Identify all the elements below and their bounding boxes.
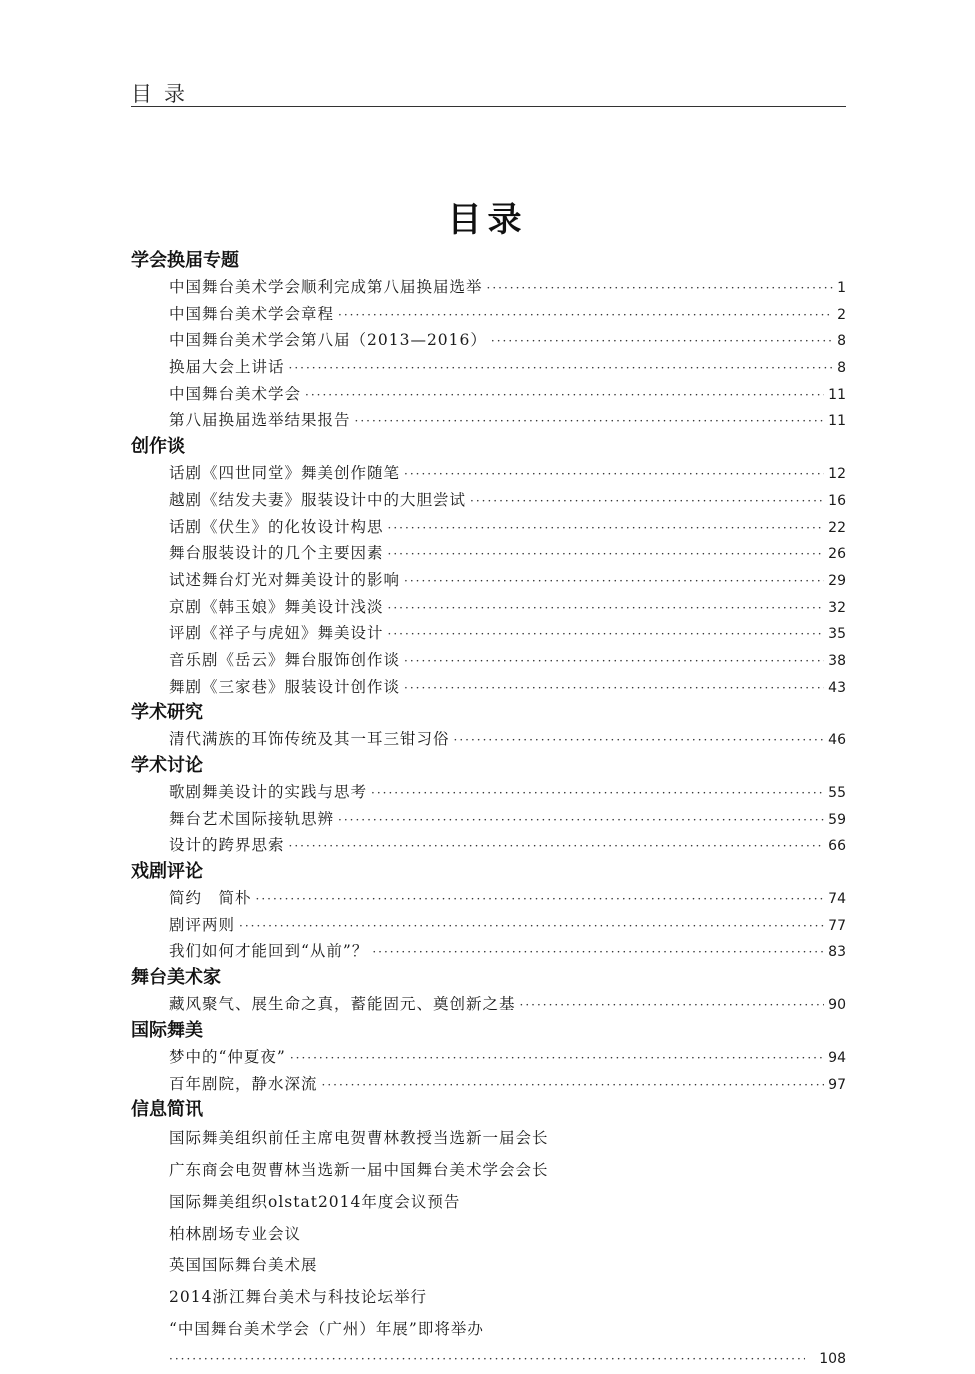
dot-leader (470, 488, 824, 515)
dot-leader (388, 515, 825, 542)
entry-page-number: 38 (828, 652, 846, 669)
dot-leader (520, 992, 825, 1019)
news-page-number: 108 (819, 1350, 846, 1367)
entry-page-number: 77 (828, 917, 846, 934)
entry-title: 我们如何才能回到“从前”？ (169, 942, 369, 961)
entry-page-number: 35 (828, 626, 846, 643)
entry-title: 话剧《四世同堂》舞美创作随笔 (169, 464, 401, 483)
entry-title: 换届大会上讲话 (169, 358, 285, 377)
entry-page-number: 2 (837, 306, 846, 323)
entry-title: 清代满族的耳饰传统及其一耳三钳习俗 (169, 730, 450, 749)
toc-entry[interactable] (131, 779, 846, 806)
running-head: 目录 (131, 82, 197, 106)
news-item[interactable]: “中国舞台美术学会（广州）年展”即将举办 (169, 1319, 484, 1338)
dot-leader (305, 382, 824, 409)
toc-entry[interactable] (131, 832, 846, 859)
toc-entry[interactable] (131, 540, 846, 567)
entry-page-number: 12 (828, 466, 846, 483)
entry-page-number: 32 (828, 599, 846, 616)
entry-page-number: 26 (828, 546, 846, 563)
entry-title: 歌剧舞美设计的实践与思考 (169, 783, 368, 801)
dot-leader (256, 886, 825, 913)
entry-page-number: 1 (837, 280, 846, 296)
entry-page-number: 66 (828, 838, 846, 855)
entry-page-number: 83 (828, 944, 846, 961)
entry-title: 舞剧《三家巷》服装设计创作谈 (169, 677, 401, 696)
dot-leader (290, 1045, 824, 1072)
entry-title: 梦中的“仲夏夜” (169, 1047, 286, 1066)
dot-leader (239, 913, 824, 940)
toc-entry[interactable] (131, 885, 846, 912)
dot-leader (404, 675, 824, 702)
table-of-contents (131, 248, 846, 1372)
toc-entry[interactable] (131, 274, 846, 301)
section-title: 信息简讯 (131, 1099, 203, 1121)
dot-leader (404, 568, 824, 595)
toc-entry[interactable] (131, 514, 846, 541)
dot-leader (289, 355, 834, 382)
toc-entry[interactable] (131, 620, 846, 647)
news-item[interactable]: 国际舞美组织olstat2014年度会议预告 (169, 1192, 461, 1211)
dot-leader (454, 727, 825, 754)
entry-title: 越剧《结发夫妻》服装设计中的大胆尝试 (169, 490, 467, 509)
entry-title: 藏风聚气、展生命之真，蓄能固元、奠创新之基 (169, 995, 516, 1014)
toc-entry[interactable] (131, 806, 846, 833)
entry-title: 评剧《祥子与虎妞》舞美设计 (169, 624, 384, 643)
section-title: 国际舞美 (131, 1019, 203, 1041)
entry-page-number: 11 (828, 413, 846, 430)
entry-page-number: 46 (828, 732, 846, 749)
entry-page-number: 94 (828, 1049, 846, 1066)
toc-entry[interactable] (131, 301, 846, 328)
header-rule (131, 106, 846, 107)
section-title: 戏剧评论 (131, 861, 203, 883)
toc-entry[interactable] (131, 594, 846, 621)
entry-title: 舞台服装设计的几个主要因素 (169, 544, 384, 563)
entry-page-number: 74 (828, 891, 846, 908)
dot-leader (388, 595, 825, 622)
dot-leader (388, 621, 825, 648)
entry-title: 京剧《韩玉娘》舞美设计浅淡 (169, 597, 384, 616)
dot-leader (388, 541, 825, 568)
toc-entry[interactable] (131, 938, 846, 965)
toc-entry[interactable] (131, 407, 846, 434)
news-item[interactable]: 柏林剧场专业会议 (169, 1224, 302, 1243)
toc-entry[interactable] (131, 381, 846, 408)
entry-page-number: 16 (828, 492, 846, 509)
section-title: 学术研究 (131, 702, 203, 724)
news-page-line (131, 1346, 846, 1372)
toc-entry[interactable] (131, 1071, 846, 1098)
dot-leader (371, 780, 824, 807)
toc-entry[interactable] (131, 1044, 846, 1071)
dot-leader (372, 939, 824, 966)
news-item[interactable]: 广东商会电贺曹林当选新一届中国舞台美术学会会长 (169, 1160, 549, 1179)
dot-leader (355, 408, 825, 435)
entry-page-number: 59 (828, 811, 846, 828)
dot-leader (322, 1072, 825, 1099)
dot-leader (404, 461, 824, 488)
section-title: 学会换届专题 (131, 250, 239, 271)
toc-entry[interactable] (131, 647, 846, 674)
entry-page-number: 90 (828, 997, 846, 1014)
entry-page-number: 11 (828, 386, 846, 403)
entry-title: 剧评两则 (169, 915, 236, 934)
section-title: 舞台美术家 (131, 967, 221, 989)
dot-leader (289, 833, 825, 860)
dot-leader (338, 807, 824, 834)
entry-page-number: 55 (828, 785, 846, 801)
entry-title: 简约 简朴 (169, 889, 252, 908)
section-title: 学术讨论 (131, 755, 203, 776)
section-title: 创作谈 (131, 436, 185, 458)
dot-leader (404, 648, 824, 675)
dot-leader (338, 302, 833, 329)
entry-title: 试述舞台灯光对舞美设计的影响 (169, 570, 401, 589)
entry-title: 中国舞台美术学会 (169, 384, 302, 403)
entry-page-number: 97 (828, 1076, 846, 1093)
entry-page-number: 22 (828, 519, 846, 536)
entry-title: 舞台艺术国际接轨思辨 (169, 809, 335, 828)
page-title: 目录 (447, 200, 528, 240)
entry-page-number: 29 (828, 572, 846, 589)
entry-title: 中国舞台美术学会顺利完成第八届换届选举 (169, 278, 483, 296)
entry-page-number: 8 (837, 360, 846, 377)
entry-title: 中国舞台美术学会章程 (169, 304, 335, 323)
toc-entry[interactable] (131, 674, 846, 701)
news-item[interactable]: 2014浙江舞台美术与科技论坛举行 (169, 1288, 427, 1307)
toc-entry[interactable] (131, 460, 846, 487)
toc-entry[interactable] (131, 991, 846, 1018)
toc-entry[interactable] (131, 912, 846, 939)
entry-title: 设计的跨界思索 (169, 836, 285, 855)
dot-leader (169, 1346, 805, 1372)
entry-title: 百年剧院，静水深流 (169, 1074, 318, 1093)
entry-title: 音乐剧《岳云》舞台服饰创作谈 (169, 650, 401, 669)
news-item[interactable]: 英国国际舞台美术展 (169, 1256, 318, 1275)
dot-leader (491, 328, 833, 355)
dot-leader (487, 275, 834, 302)
toc-entry[interactable] (131, 327, 846, 354)
news-item[interactable]: 国际舞美组织前任主席电贺曹林教授当选新一届会长 (169, 1129, 549, 1148)
toc-entry[interactable] (131, 354, 846, 381)
toc-entry[interactable] (131, 726, 846, 753)
entry-title: 话剧《伏生》的化妆设计构思 (169, 517, 384, 536)
entry-page-number: 43 (828, 679, 846, 696)
toc-entry[interactable] (131, 487, 846, 514)
entry-title: 中国舞台美术学会第八届（2013—2016） (169, 331, 487, 350)
toc-entry[interactable] (131, 567, 846, 594)
entry-page-number: 8 (837, 333, 846, 350)
entry-title: 第八届换届选举结果报告 (169, 411, 351, 430)
